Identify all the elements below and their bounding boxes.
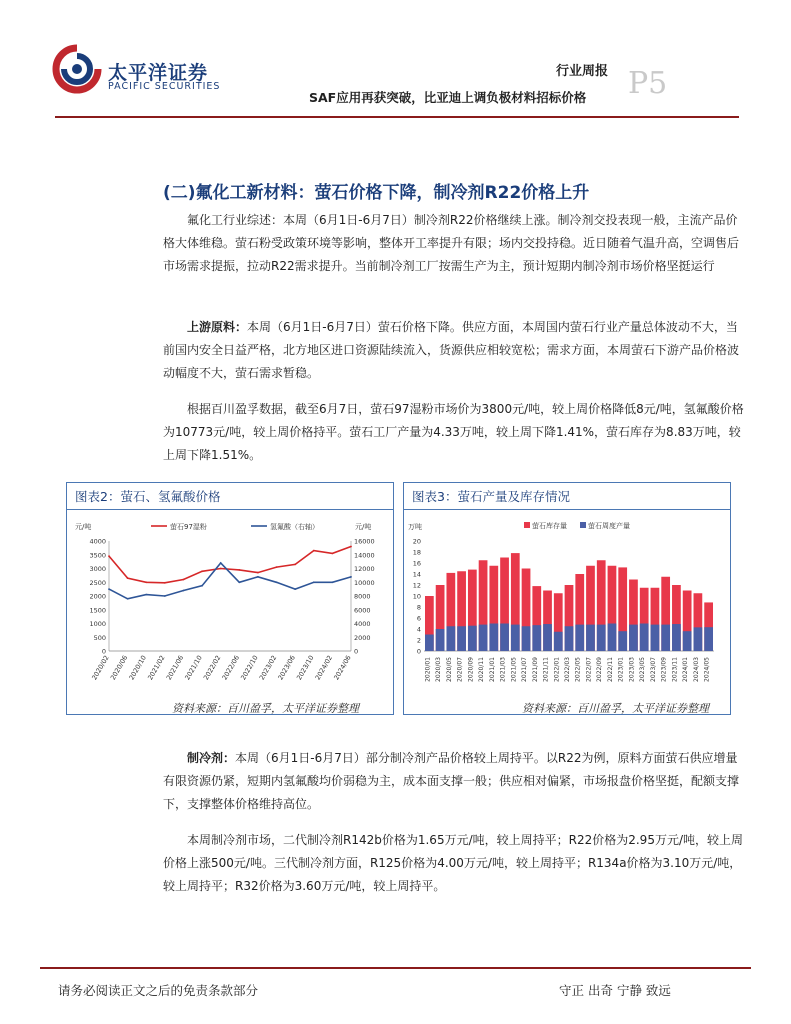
data-point	[164, 582, 166, 584]
figure-fluorite-hf-price	[66, 482, 394, 715]
right-axis-unit: 元/吨	[355, 523, 372, 531]
y-tick-right: 8000	[354, 592, 371, 601]
legend-label: 氢氟酸（右轴）	[270, 523, 319, 531]
x-tick-label: 2024/01	[682, 657, 690, 682]
bar-production	[565, 626, 574, 651]
y-tick-left: 0	[101, 647, 106, 656]
x-tick-label: 2020/10	[127, 654, 148, 682]
y-tick: 16	[412, 559, 421, 568]
company-motto: 守正 出奇 宁静 致远	[559, 983, 671, 998]
x-tick-label: 2023/07	[649, 657, 657, 682]
legend-label: 萤石库存量	[532, 522, 567, 530]
figure-title: 图表2：萤石、氢氟酸价格	[75, 489, 221, 504]
x-tick-label: 2023/03	[628, 657, 636, 682]
bar-production	[446, 626, 455, 651]
data-point	[164, 595, 166, 597]
data-point	[350, 576, 352, 578]
x-tick-label: 2020/01	[424, 657, 432, 682]
x-tick-label: 2021/09	[531, 657, 539, 682]
x-tick-label: 2024/03	[692, 657, 700, 682]
left-axis-unit: 元/吨	[75, 523, 92, 531]
data-point	[127, 598, 129, 600]
report-type: 行业周报	[556, 64, 609, 79]
page-number: P5	[628, 66, 668, 101]
bar-production	[425, 635, 434, 652]
x-tick-label: 2020/11	[478, 657, 486, 682]
x-tick-label: 2021/10	[183, 654, 204, 682]
legend-swatch	[580, 522, 586, 528]
data-point	[127, 577, 129, 579]
paragraph-refrigerant	[163, 747, 748, 816]
y-tick-left: 1000	[89, 620, 106, 628]
x-tick-label: 2021/03	[499, 657, 507, 682]
bar-production	[479, 625, 488, 651]
bar-production	[651, 625, 660, 651]
bar-production	[532, 625, 541, 651]
figure-source: 资料来源：百川盈孚，太平洋证券整理	[522, 702, 709, 715]
figure-source: 资料来源：百川盈孚，太平洋证券整理	[172, 702, 359, 715]
data-point	[108, 588, 110, 590]
bar-production	[575, 625, 584, 651]
bar-production	[694, 627, 703, 651]
y-tick-right: 14000	[354, 551, 375, 560]
y-tick-right: 4000	[354, 620, 371, 628]
x-tick-label: 2022/10	[239, 654, 260, 682]
x-tick-label: 2020/07	[456, 657, 464, 682]
footer-rule	[40, 967, 751, 969]
data-point	[220, 562, 222, 564]
x-tick-label: 2023/09	[660, 657, 668, 682]
bar-production	[608, 624, 617, 652]
x-tick-label: 2023/06	[276, 654, 297, 682]
bar-production	[618, 631, 627, 651]
x-tick-label: 2023/01	[617, 657, 625, 682]
y-axis-unit: 万吨	[408, 523, 422, 531]
x-tick-label: 2022/05	[574, 657, 582, 682]
x-tick-label: 2021/01	[488, 657, 496, 682]
bar-production	[468, 626, 477, 651]
x-tick-label: 2022/01	[553, 657, 561, 682]
x-tick-label: 2022/06	[220, 654, 242, 682]
y-tick: 0	[416, 647, 421, 656]
paragraph-prices: 本周制冷剂市场，二代制冷剂R142b价格为1.65万元/吨，较上周持平；R22价格为2.95万元/吨，较上周价格上涨500元/吨。三代制冷剂方面，R125价格为4.00万元/吨，较上周持平；R134a价格为3.10万元/吨，较上周持平；R32价格为3.60万元/吨，较上周持平。	[163, 833, 743, 893]
y-tick-left: 4000	[89, 537, 106, 546]
bar-production	[672, 624, 681, 651]
bar-production	[522, 626, 531, 651]
bar-production	[629, 625, 638, 651]
paragraph-data: 根据百川盈孚数据，截至6月7日，萤石97湿粉市场价为3800元/吨，较上周价格降低8元/吨，氢氟酸价格为10773元/吨，较上周价格持平。萤石工厂产量为4.33万吨，较上周下降1.41%，萤石库存为8.83万吨，较上周下降1.51%。	[163, 402, 744, 462]
y-tick: 6	[416, 614, 421, 623]
series-line-2	[109, 563, 351, 599]
data-point	[257, 572, 259, 574]
x-tick-label: 2023/02	[257, 654, 279, 682]
bar-production	[586, 625, 595, 651]
company-name-en: PACIFIC SECURITIES	[108, 81, 221, 92]
bar-chart	[406, 515, 726, 709]
upstream-text: 本周（6月1日-6月7日）萤石价格下降。供应方面，本周国内萤石行业产量总体波动不大，当前国内安全日益严格，北方地区进口资源陆续流入，货源供应相较宽松；需求方面，本周萤石下游产品价格波动幅度不大，萤石需求暂稳。	[163, 320, 740, 380]
logo-icon	[52, 44, 102, 94]
bar-production	[511, 625, 520, 651]
bar-production	[489, 624, 498, 652]
y-tick: 10	[412, 592, 421, 601]
y-tick: 20	[412, 537, 421, 546]
series-line-1	[109, 547, 351, 583]
paragraph-upstream	[163, 316, 748, 385]
bar-production	[457, 626, 466, 651]
legend-swatch	[524, 522, 530, 528]
data-point	[331, 581, 333, 583]
y-tick-right: 2000	[354, 633, 371, 642]
x-tick-label: 2023/05	[639, 657, 647, 682]
paragraph-overview: 氟化工行业综述：本周（6月1日-6月7日）制冷剂R22价格继续上涨。制冷剂交投表现一般，主流产品价格大体维稳。萤石粉受政策环境等影响，整体开工率提升有限；场内交投持稳。近日随着气温升高，空调售后市场需求提振，拉动R22需求提升。当前制冷剂工厂按需生产为主，预计短期内制冷剂市场价格坚挺运行	[163, 213, 740, 273]
data-point	[238, 569, 240, 571]
data-point	[276, 566, 278, 568]
data-point	[294, 563, 296, 565]
x-tick-label: 2020/02	[90, 654, 111, 682]
y-tick-left: 2500	[89, 578, 106, 587]
bar-production	[436, 629, 445, 651]
y-tick: 18	[412, 548, 421, 557]
upstream-label: 上游原料：	[187, 320, 248, 334]
section-title: (二)氟化工新材料：萤石价格下降，制冷剂R22价格上升	[163, 183, 590, 203]
x-tick-label: 2021/02	[146, 654, 167, 682]
x-tick-label: 2020/06	[108, 654, 130, 682]
y-tick-left: 500	[93, 633, 106, 642]
report-title: SAF应用再获突破，比亚迪上调负极材料招标价格	[309, 90, 587, 105]
x-tick-label: 2024/05	[703, 657, 711, 682]
figure-fluorite-output-inventory	[403, 482, 731, 715]
bar-production	[704, 627, 713, 651]
data-point	[238, 581, 240, 583]
y-tick-left: 1500	[89, 606, 106, 615]
bar-production	[500, 624, 509, 652]
y-tick: 8	[416, 603, 421, 612]
disclaimer-text: 请务必阅读正文之后的免责条款部分	[58, 983, 259, 998]
legend-label: 萤石周度产量	[588, 522, 630, 530]
company-name-cn: 太平洋证券	[108, 62, 209, 84]
y-tick-right: 0	[354, 647, 359, 656]
data-point	[331, 552, 333, 554]
x-tick-label: 2022/02	[201, 654, 223, 682]
data-point	[201, 585, 203, 587]
data-point	[108, 555, 110, 557]
data-point	[257, 576, 259, 578]
header-rule	[55, 116, 739, 118]
y-tick-left: 3500	[89, 551, 106, 560]
x-tick-label: 2022/03	[564, 657, 571, 682]
x-tick-label: 2020/09	[467, 657, 475, 682]
data-point	[201, 570, 203, 572]
data-point	[220, 568, 222, 570]
bar-production	[597, 625, 606, 651]
data-point	[145, 581, 147, 583]
refrigerant-label: 制冷剂：	[187, 751, 236, 765]
data-point	[313, 581, 315, 583]
y-tick: 4	[416, 625, 421, 634]
figure-title: 图表3：萤石产量及库存情况	[412, 489, 570, 504]
y-tick: 14	[412, 570, 421, 579]
data-point	[183, 579, 185, 581]
legend-label: 萤石97湿粉	[170, 523, 207, 531]
data-point	[183, 590, 185, 592]
y-tick: 2	[416, 636, 421, 645]
x-tick-label: 2021/11	[542, 657, 550, 682]
y-tick-right: 12000	[354, 565, 375, 573]
data-point	[276, 581, 278, 583]
company-logo	[52, 44, 102, 94]
bar-production	[543, 624, 552, 651]
x-tick-label: 2022/07	[585, 657, 593, 682]
x-tick-label: 2020/05	[445, 657, 453, 682]
x-tick-label: 2023/11	[671, 657, 679, 682]
y-tick-right: 6000	[354, 606, 371, 615]
data-point	[294, 588, 296, 590]
bar-production	[661, 625, 670, 651]
bar-production	[683, 631, 692, 651]
x-tick-label: 2024/06	[332, 654, 353, 682]
data-point	[350, 546, 352, 548]
bar-production	[554, 632, 563, 651]
bar-production	[640, 624, 649, 652]
figure-title-rule	[67, 509, 393, 510]
line-chart	[69, 515, 389, 709]
data-point	[145, 594, 147, 596]
y-tick-left: 3000	[89, 565, 106, 573]
y-tick-left: 2000	[89, 592, 106, 601]
y-tick: 12	[412, 581, 421, 590]
x-tick-label: 2021/07	[521, 657, 529, 682]
figure-title-rule	[404, 509, 730, 510]
y-tick-right: 10000	[354, 578, 375, 587]
x-tick-label: 2023/10	[295, 654, 316, 682]
x-tick-label: 2020/03	[435, 657, 443, 682]
x-tick-label: 2022/11	[606, 657, 614, 682]
refrigerant-text: 本周（6月1日-6月7日）部分制冷剂产品价格较上周持平。以R22为例，原料方面萤石供应增量有限资源仍紧，短期内氢氟酸均价弱稳为主，成本面支撑一般；供应相对偏紧，市场报盘价格坚挺，配额支撑下，支撑整体价格维持高位。	[163, 751, 740, 811]
x-tick-label: 2022/09	[596, 657, 604, 682]
x-tick-label: 2024/02	[313, 654, 335, 682]
y-tick-right: 16000	[354, 537, 375, 546]
x-tick-label: 2021/05	[510, 657, 518, 682]
x-tick-label: 2021/06	[164, 654, 186, 682]
data-point	[313, 550, 315, 552]
